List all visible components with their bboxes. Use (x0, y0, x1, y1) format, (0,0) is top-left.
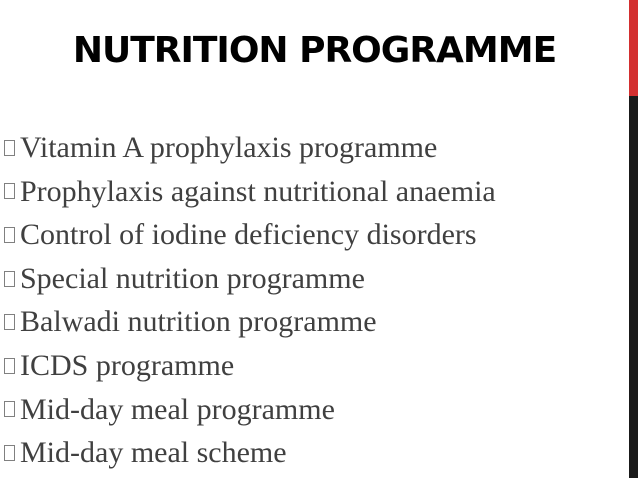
list-item-text: ICDS programme (20, 348, 235, 382)
list-item (4, 344, 496, 388)
list-item (4, 170, 496, 214)
list-item-text: Balwadi nutrition programme (20, 305, 377, 339)
list-item-text: Mid-day meal scheme (20, 436, 287, 470)
list-item-text: Prophylaxis against nutritional anaemia (20, 174, 496, 208)
bullet-box-icon (4, 445, 15, 461)
bullet-list (4, 126, 496, 475)
bullet-box-icon (4, 227, 15, 243)
accent-bar (629, 0, 638, 478)
list-item (4, 431, 496, 475)
list-item (4, 213, 496, 257)
list-item (4, 388, 496, 432)
bullet-box-icon (4, 358, 15, 374)
bullet-box-icon (4, 314, 15, 330)
bullet-box-icon (4, 401, 15, 417)
list-item (4, 126, 496, 170)
list-item-text: Special nutrition programme (20, 261, 365, 295)
bullet-box-icon (4, 271, 15, 287)
list-item-text: Vitamin A prophylaxis programme (20, 131, 438, 164)
bullet-box-icon (4, 140, 15, 156)
accent-bar-dark-segment (629, 96, 638, 478)
list-item-text: Mid-day meal programme (20, 392, 335, 426)
list-item-text: Control of iodine deficiency disorders (20, 218, 477, 252)
slide-title: NUTRITION PROGRAMME (72, 30, 557, 71)
list-item (4, 300, 496, 344)
accent-bar-red-segment (629, 0, 638, 96)
list-item (4, 257, 496, 301)
bullet-box-icon (4, 183, 15, 199)
